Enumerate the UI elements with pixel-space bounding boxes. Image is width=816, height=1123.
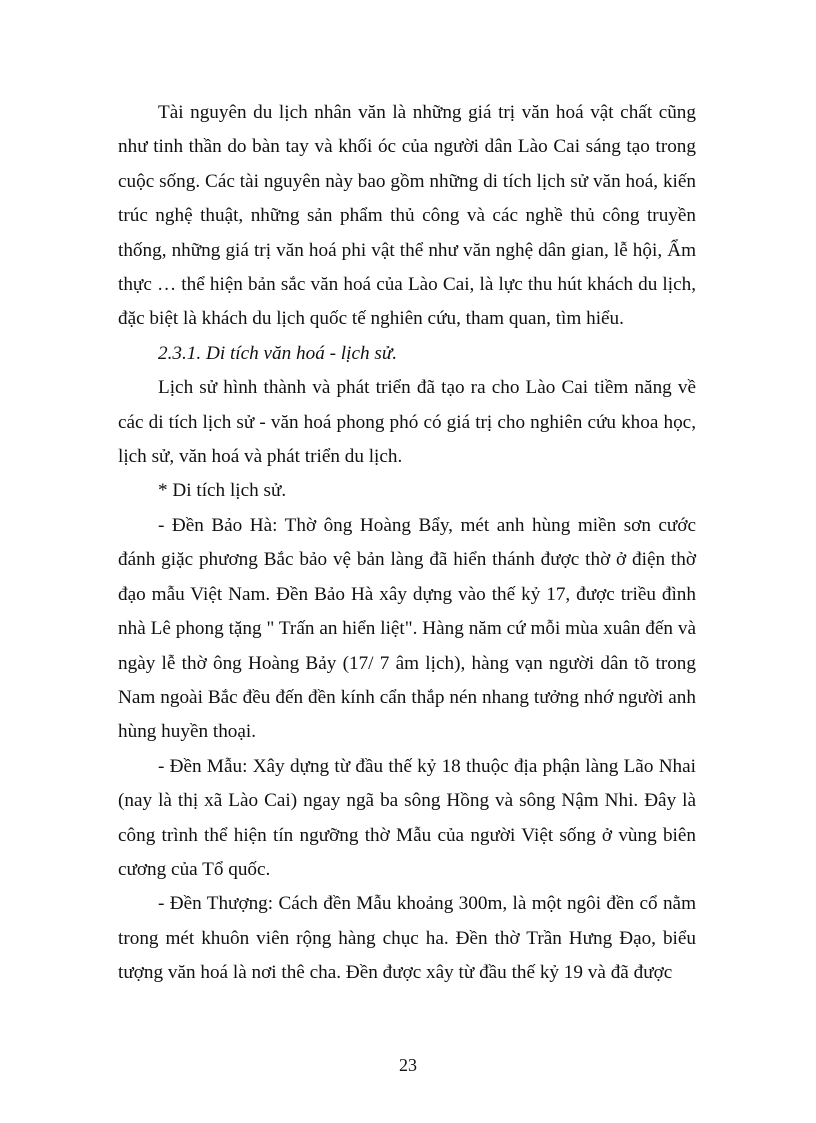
paragraph-den-bao-ha: - Đền Bảo Hà: Thờ ông Hoàng Bẩy, mét anh hùng miền sơn cước đánh giặc phương Bắc bảo vệ bản làng đã hiển thánh được thờ ở điện thờ đạo mẫu Việt Nam. Đền Bảo Hà xây dựng vào thế kỷ 17, được triều đình nhà Lê phong tặng " Trấn an hiển liệt". Hàng năm cứ mỗi mùa xuân đến và ngày lễ thờ ông Hoàng Bảy (17/ 7 âm lịch), hàng vạn người dân tõ trong Nam ngoài Bắc đều đến đền kính cẩn thắp nén nhang tưởng nhớ người anh hùng huyền thoại. — [118, 514, 696, 743]
page-number: 23 — [399, 1055, 417, 1075]
paragraph-den-mau: - Đền Mẫu: Xây dựng từ đầu thế kỷ 18 thuộc địa phận làng Lão Nhai (nay là thị xã Lào Cai) ngay ngã ba sông Hồng và sông Nậm Nhi. Đây là công trình thể hiện tín ngưỡng thờ Mẫu của người Việt sống ở vùng biên cương của Tổ quốc. — [118, 755, 696, 880]
paragraph-history: Lịch sử hình thành và phát triển đã tạo ra cho Lào Cai tiềm năng về các di tích lịch sử - văn hoá phong phó có giá trị cho nghiên cứu khoa học, lịch sử, văn hoá và phát triển du lịch. — [118, 377, 696, 468]
paragraph-intro: Tài nguyên du lịch nhân văn là những giá trị văn hoá vật chất cũng như tinh thần do bàn tay và khối óc của người dân Lào Cai sáng tạo trong cuộc sống. Các tài nguyên này bao gồm những di tích lịch sử văn hoá, kiến trúc nghệ thuật, những sản phẩm thủ công và các nghề thủ công truyền thống, những giá trị văn hoá phi vật thể như văn nghệ dân gian, lễ hội, Ẩm thực … thể hiện bản sắc văn hoá của Lào Cai, là lực thu hút khách du lịch, đặc biệt là khách du lịch quốc tế nghiên cứu, tham quan, tìm hiểu. — [118, 102, 696, 330]
paragraph-den-thuong: - Đền Thượng: Cách đền Mẫu khoảng 300m, là một ngôi đền cổ nằm trong mét khuôn viên rộng hàng chục ha. Đền thờ Trần Hưng Đạo, biểu tượng văn hoá là nơi thê cha. Đền được xây từ đầu thế kỷ 19 và đã được — [118, 893, 696, 984]
document-body — [118, 96, 696, 991]
subheading-historic-sites: * Di tích lịch sử. — [158, 480, 287, 502]
section-heading: 2.3.1. Di tích văn hoá - lịch sử. — [158, 342, 398, 364]
